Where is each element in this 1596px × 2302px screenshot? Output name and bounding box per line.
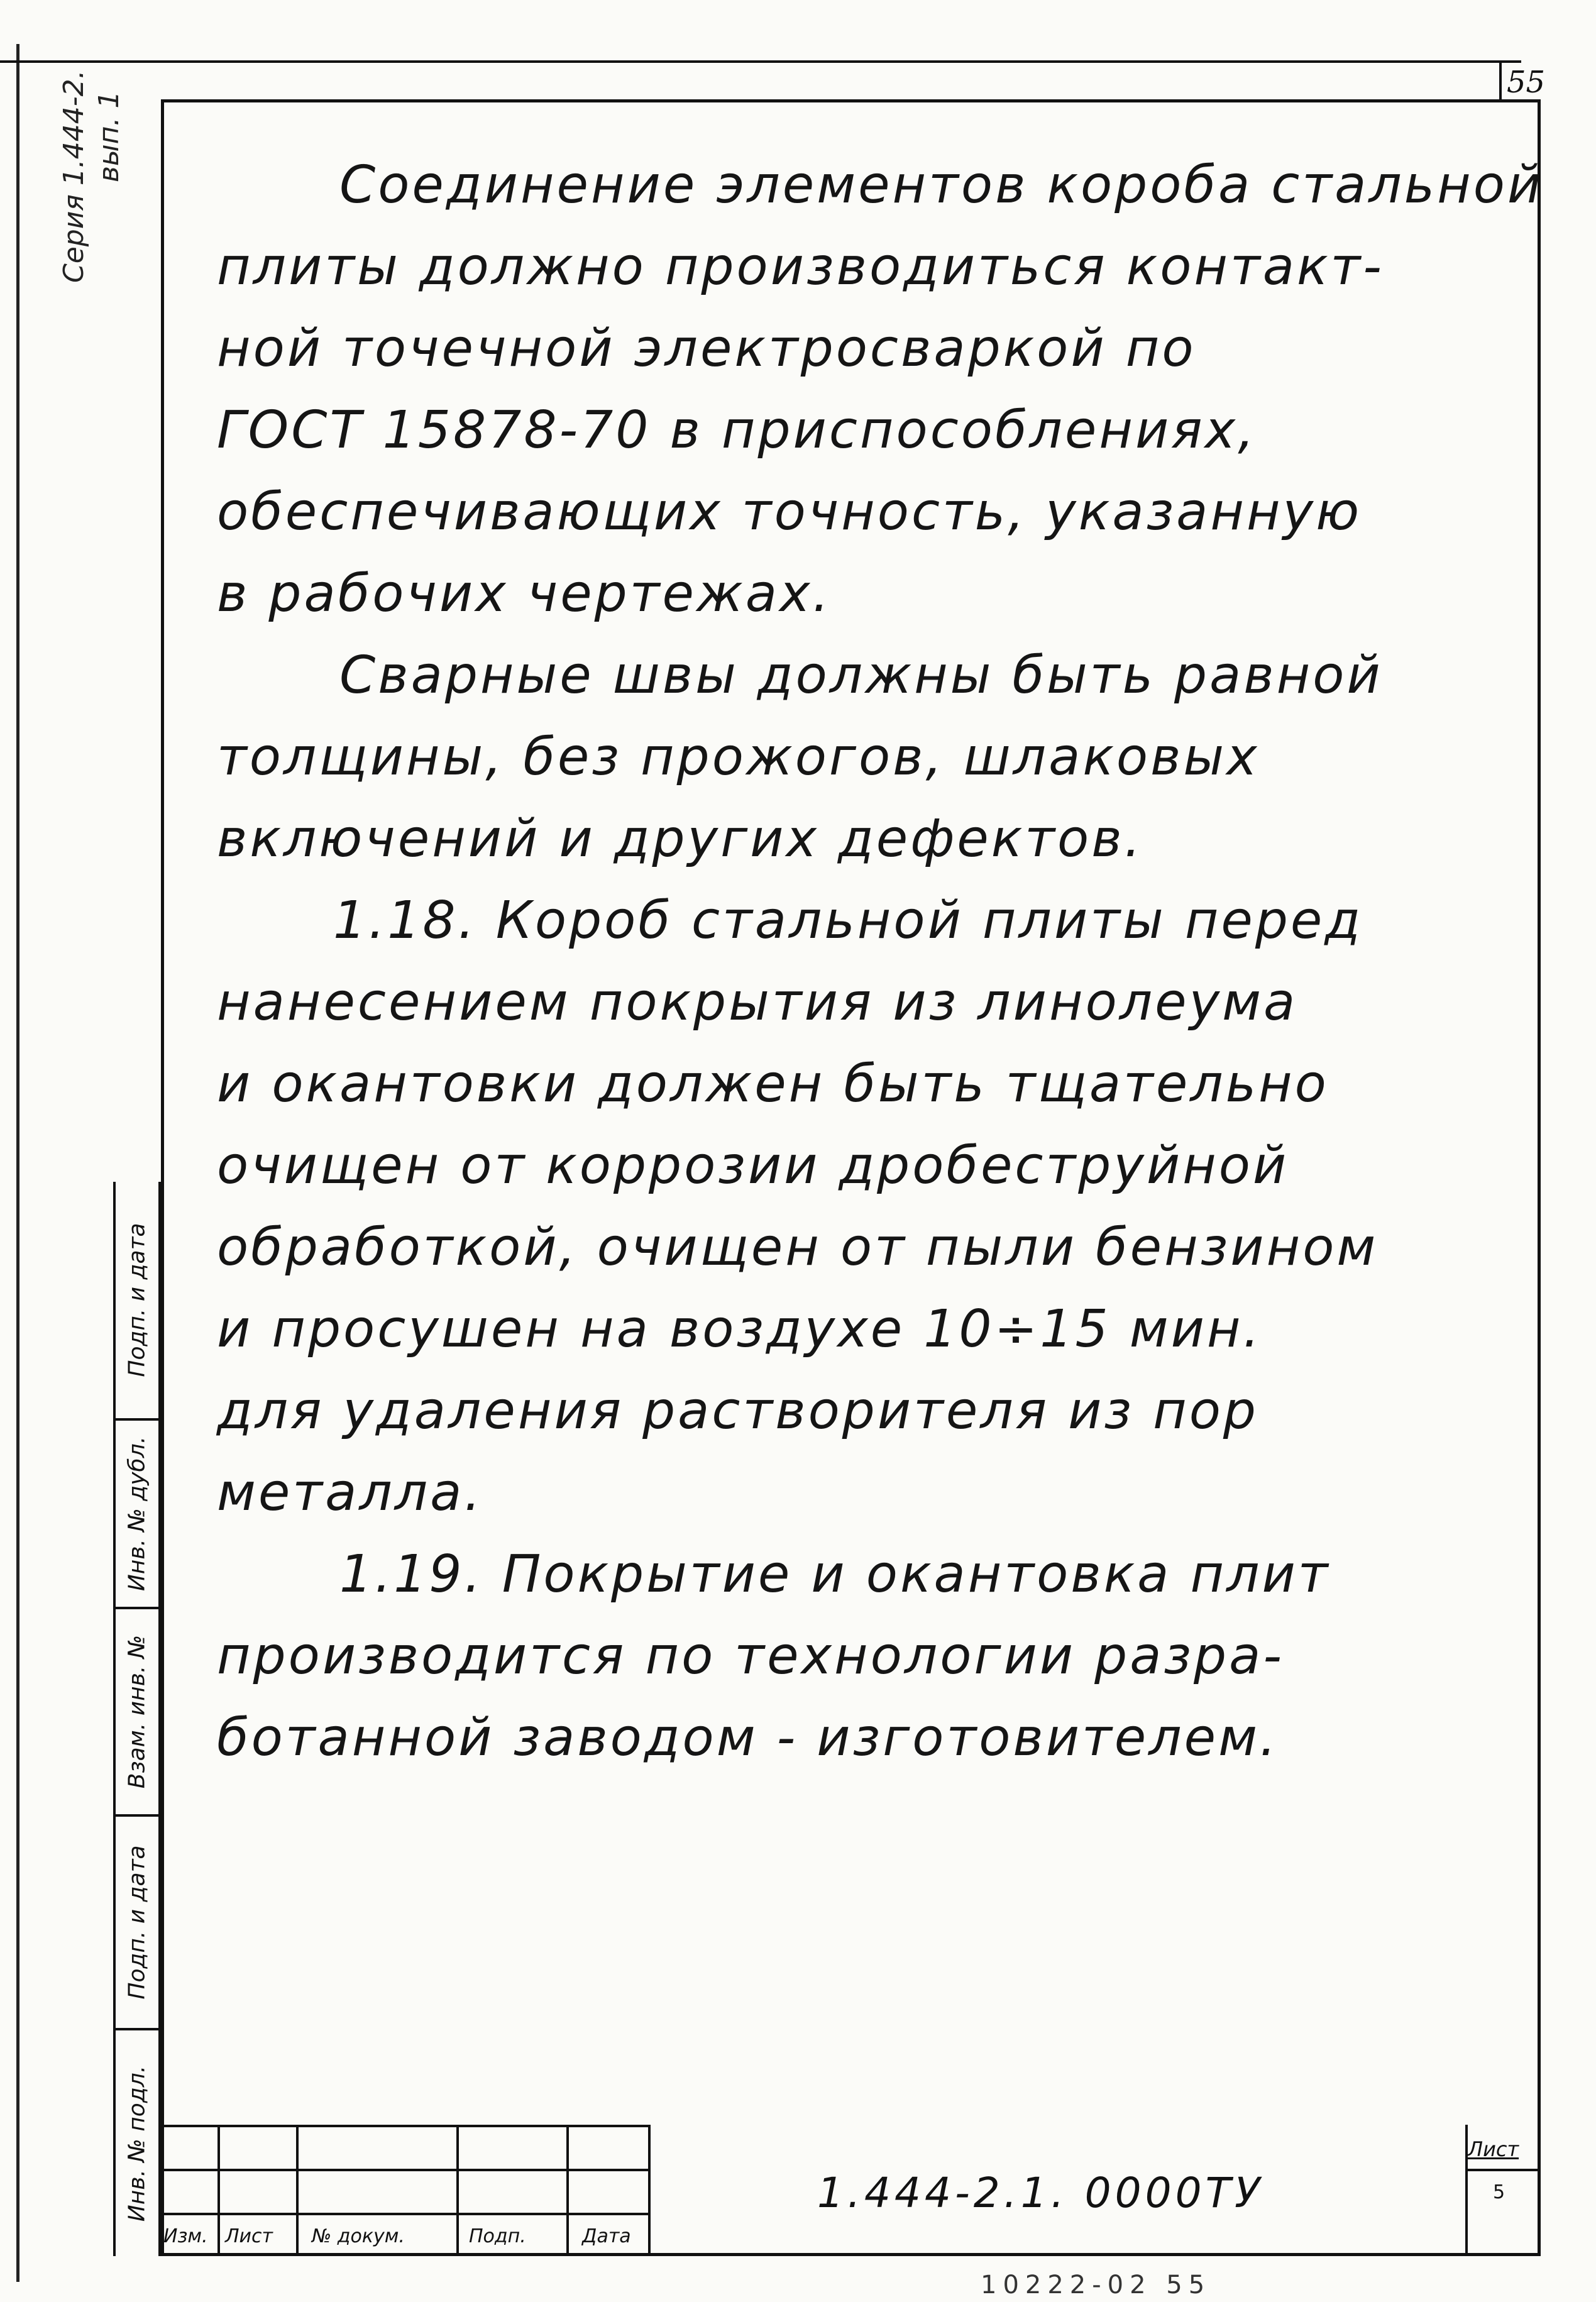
body-line: обеспечивающих точность, указанную	[217, 482, 1362, 542]
margin-cell-label: Подп. и дата	[124, 1223, 150, 1377]
title-block-label: Лист	[225, 2225, 273, 2247]
body-line: в рабочих чертежах.	[217, 564, 832, 624]
title-block-label: Подп.	[469, 2225, 526, 2247]
body-line: обработкой, очищен от пыли бензином	[217, 1218, 1379, 1277]
title-block-column-line	[217, 2125, 220, 2256]
body-line: производится по технологии разра-	[217, 1626, 1284, 1686]
sheet-label: Лист	[1468, 2137, 1519, 2161]
margin-cell-label: Подп. и дата	[124, 1845, 150, 2000]
title-block-label: № докум.	[312, 2225, 405, 2247]
bottom-reference: 10222-02 55	[981, 2271, 1211, 2299]
title-block-label: Изм.	[163, 2225, 208, 2247]
margin-cell	[116, 1609, 158, 1817]
margin-cell-label: Взам. инв. №	[124, 1634, 150, 1789]
sheet-number: 5	[1493, 2181, 1505, 2203]
margin-stamp-column	[113, 1182, 161, 2256]
body-line: ной точечной электросваркой по	[217, 319, 1196, 378]
margin-cell	[116, 1421, 158, 1609]
series-label-line: вып. 1	[93, 91, 125, 182]
document-designation: 1.444-2.1. 0000ТУ	[817, 2169, 1264, 2217]
body-line: включений и других дефектов.	[217, 809, 1143, 869]
body-line: Сварные швы должны быть равной	[339, 646, 1383, 705]
margin-cell-label: Инв. № дубл.	[124, 1436, 150, 1592]
body-line: нанесением покрытия из линолеума	[217, 972, 1298, 1032]
body-line: очищен от коррозии дробеструйной	[217, 1136, 1289, 1196]
title-block-top-border	[161, 2125, 648, 2127]
body-line: Соединение элементов короба стальной	[339, 155, 1544, 215]
margin-cell-label: Инв. № подл.	[124, 2065, 150, 2222]
title-block-column-line	[296, 2125, 299, 2256]
margin-cell	[116, 1182, 158, 1421]
series-label	[57, 70, 127, 283]
body-line: ботанной заводом - изготовителем.	[217, 1708, 1279, 1768]
body-line: металла.	[217, 1463, 483, 1523]
title-block-sheet-line	[1465, 2169, 1541, 2171]
body-line: плиты должно производиться контакт-	[217, 237, 1384, 297]
body-line: 1.18. Короб стальной плиты перед	[333, 891, 1363, 950]
title-block-column-line	[456, 2125, 459, 2256]
body-line: толщины, без прожогов, шлаковых	[217, 727, 1260, 787]
body-line: 1.19. Покрытие и окантовка плит	[339, 1545, 1331, 1604]
page-number: 55	[1499, 63, 1547, 102]
body-line: и просушен на воздухе 10÷15 мин.	[217, 1299, 1262, 1359]
title-block-row-line	[161, 2169, 648, 2171]
body-line: для удаления растворителя из пор	[217, 1381, 1258, 1441]
title-block-row-line	[161, 2213, 648, 2215]
title-block-column-line	[648, 2125, 651, 2256]
title-block-column-line	[566, 2125, 569, 2256]
sheet-top-line	[0, 60, 1521, 63]
margin-cell	[116, 1817, 158, 2030]
sheet-left-edge	[16, 44, 19, 2282]
body-line: ГОСТ 15878-70 в приспособлениях,	[217, 400, 1257, 460]
title-block-label: Дата	[582, 2225, 631, 2247]
series-label-line: Серия 1.444-2.	[58, 70, 90, 283]
body-line: и окантовки должен быть тщательно	[217, 1054, 1329, 1114]
margin-cell	[116, 2030, 158, 2256]
